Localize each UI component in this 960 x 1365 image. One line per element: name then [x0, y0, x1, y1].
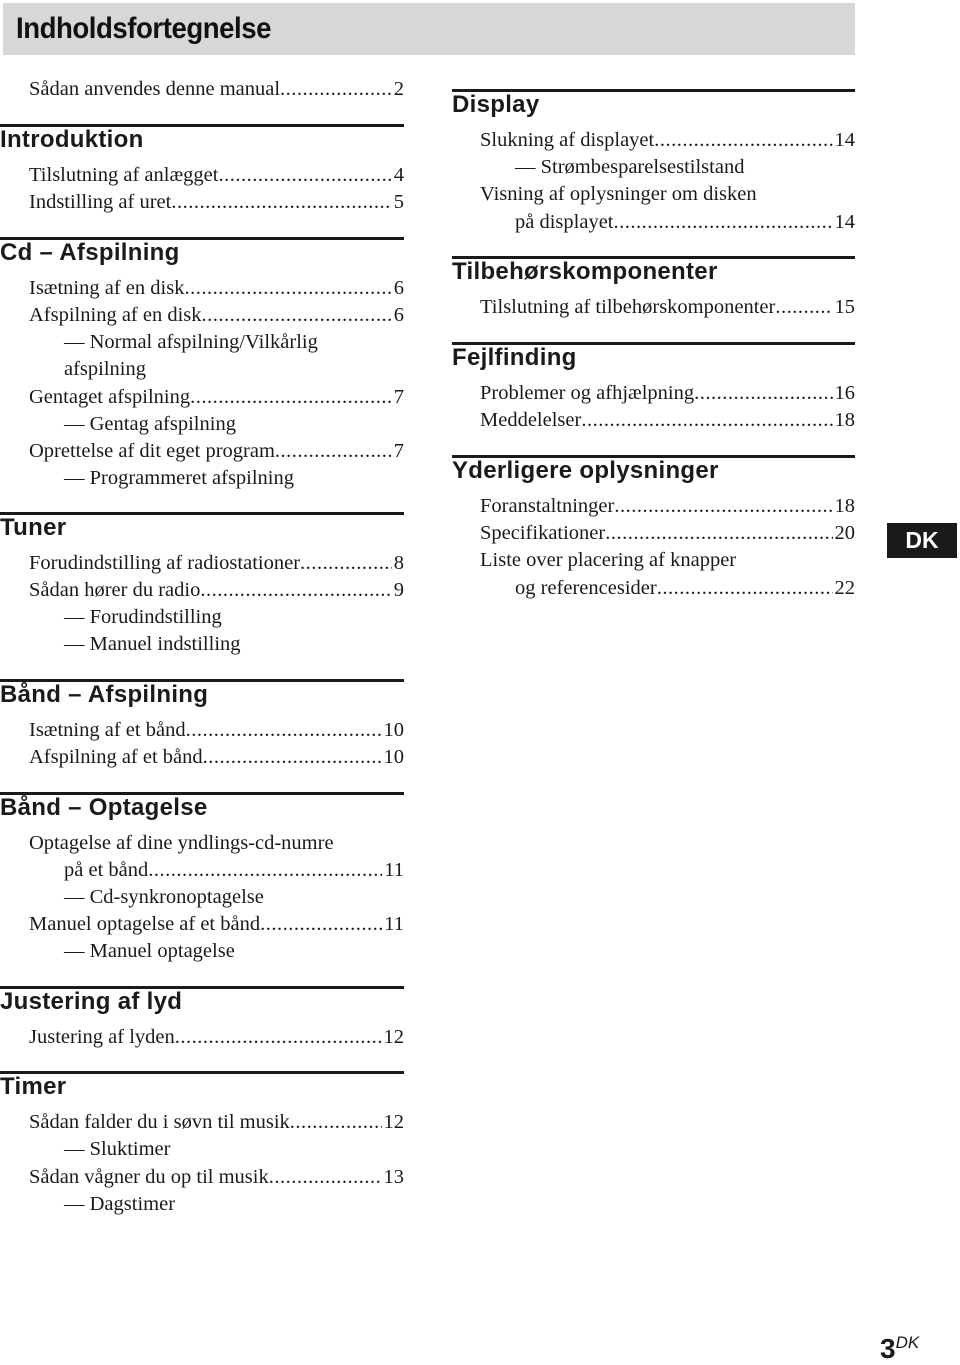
section-title: Introduktion [0, 126, 144, 153]
section-title: Fejlfinding [452, 344, 577, 371]
toc-subentry: afspilning [64, 358, 146, 380]
page-title: Indholdsfortegnelse [16, 12, 272, 45]
toc-entry[interactable]: Foranstaltninger ..... 18 [480, 495, 855, 522]
section-title: Tuner [0, 514, 67, 541]
toc-subentry: Visning af oplysninger om disken [480, 183, 757, 205]
toc-entry[interactable]: Sådan hører du radio ..... 9 [29, 579, 404, 606]
toc-subentry: Liste over placering af knapper [480, 549, 737, 571]
toc-entry[interactable]: Manuel optagelse af et bånd ..... 11 [29, 913, 404, 940]
toc-entry[interactable]: Meddelelser ..... 18 [480, 409, 855, 436]
page-number-value: 3 [880, 1333, 896, 1364]
toc-left-column [0, 0, 404, 1364]
toc-entry[interactable]: Forudindstilling af radiostationer ..... 8 [29, 552, 404, 579]
toc-entry[interactable]: Afspilning af en disk ..... 6 [29, 304, 404, 331]
toc-subentry: — Manuel indstilling [64, 633, 241, 655]
section-title: Display [452, 91, 540, 118]
section-title: Yderligere oplysninger [452, 457, 719, 484]
toc-entry[interactable]: Sådan vågner du op til musik ..... 13 [29, 1166, 404, 1193]
toc-subentry: — Programmeret afspilning [64, 467, 295, 489]
toc-entry[interactable]: Problemer og afhjælpning ..... 16 [480, 382, 855, 409]
toc-subentry: — Manuel optagelse [64, 940, 235, 962]
language-badge: DK [887, 523, 957, 558]
section-title: Justering af lyd [0, 988, 183, 1015]
toc-entry[interactable]: på et bånd ..... 11 [64, 859, 404, 886]
page-number [880, 1333, 919, 1365]
toc-entry[interactable]: og referencesider ..... 22 [515, 577, 855, 604]
toc-entry[interactable]: Slukning af displayet ..... 14 [480, 129, 855, 156]
section-title: Timer [0, 1073, 67, 1100]
toc-subentry: — Dagstimer [64, 1193, 176, 1215]
toc-entry[interactable]: Indstilling af uret ..... 5 [29, 191, 404, 218]
toc-entry[interactable]: på displayet ..... 14 [515, 211, 855, 238]
section-title: Tilbehørskomponenter [452, 258, 718, 285]
toc-entry[interactable]: Oprettelse af dit eget program ..... 7 [29, 440, 404, 467]
section-title: Bånd – Afspilning [0, 681, 209, 708]
toc-subentry: — Strømbesparelsestilstand [515, 156, 745, 178]
toc-entry[interactable]: Tilslutning af anlægget ..... 4 [29, 164, 404, 191]
toc-subentry: — Forudindstilling [64, 606, 222, 628]
toc-entry[interactable]: Afspilning af et bånd ..... 10 [29, 746, 404, 773]
toc-subentry: Optagelse af dine yndlings-cd-numre [29, 832, 334, 854]
toc-entry[interactable]: Isætning af et bånd ..... 10 [29, 719, 404, 746]
toc-subentry: — Gentag afspilning [64, 413, 236, 435]
toc-entry[interactable]: Isætning af en disk ..... 6 [29, 277, 404, 304]
section-title: Cd – Afspilning [0, 239, 180, 266]
toc-subentry: — Sluktimer [64, 1138, 171, 1160]
toc-subentry: — Normal afspilning/Vilkårlig [64, 331, 318, 353]
toc-right-column [452, 0, 855, 700]
toc-entry[interactable]: Tilslutning af tilbehørskomponenter ..... 15 [480, 296, 855, 323]
toc-subentry: — Cd-synkronoptagelse [64, 886, 264, 908]
toc-entry[interactable]: Sådan falder du i søvn til musik ..... 12 [29, 1111, 404, 1138]
toc-entry[interactable]: Sådan anvendes denne manual ..... 2 [29, 78, 404, 105]
toc-entry[interactable]: Justering af lyden ..... 12 [29, 1026, 404, 1053]
section-title: Bånd – Optagelse [0, 794, 208, 821]
page-number-suffix: DK [895, 1333, 920, 1352]
toc-entry[interactable]: Specifikationer ..... 20 [480, 522, 855, 549]
toc-entry[interactable]: Gentaget afspilning ..... 7 [29, 386, 404, 413]
